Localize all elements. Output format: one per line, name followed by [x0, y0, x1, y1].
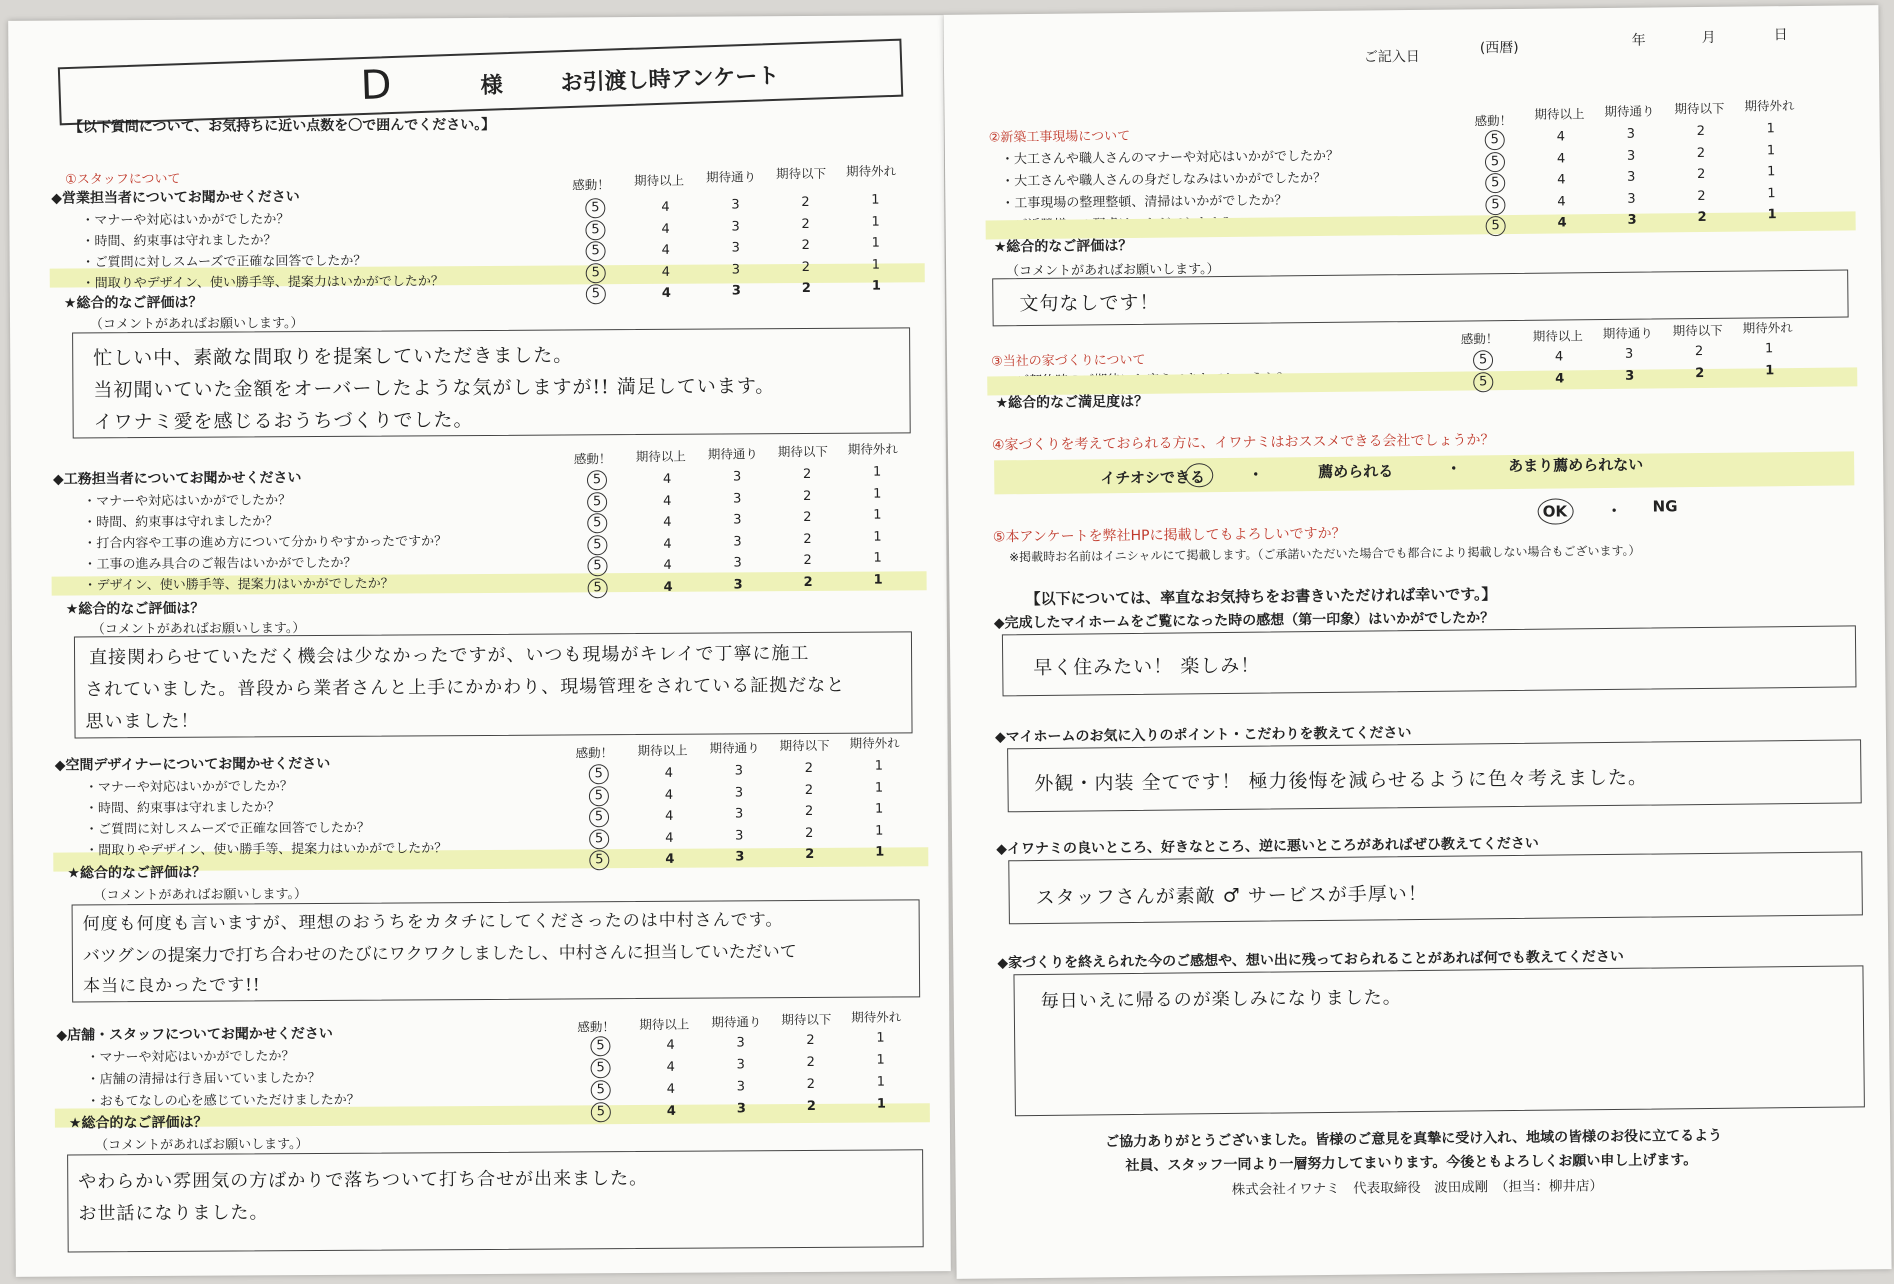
scale-header-4: 期待以上 — [634, 172, 685, 189]
rating-3[interactable]: 3 — [733, 555, 742, 571]
rating-2[interactable]: 2 — [1697, 209, 1707, 226]
rating-3[interactable]: 3 — [1626, 126, 1636, 142]
store-col-1 — [876, 1028, 886, 1116]
designer-q3: ・ご質問に対しスムーズで正確な回答でしたか？ — [85, 820, 370, 838]
scale-header-5: 感動！ — [577, 1019, 615, 1035]
free-intro: 【以下については、率直なお気持ちをお書きいただければ幸いです。】 — [1025, 585, 1497, 609]
rating-2[interactable]: 2 — [1694, 343, 1704, 360]
rating-1[interactable]: 1 — [874, 780, 884, 796]
house-col-1 — [1765, 338, 1775, 382]
store-q2: ・店舗の清掃は行き届いていましたか？ — [86, 1070, 321, 1088]
date-day[interactable]: 日 — [1773, 27, 1788, 44]
construction-col-1 — [873, 462, 883, 591]
sales-col-4 — [661, 197, 671, 305]
rating-3[interactable]: 3 — [732, 469, 742, 485]
free-q1: ◆完成したマイホームをご覧になった時の感想（第一印象）はいかがでしたか？ — [993, 610, 1495, 632]
store-col-3 — [736, 1032, 746, 1120]
rating-1[interactable]: 1 — [873, 572, 883, 588]
site-comment-box[interactable] — [992, 269, 1848, 326]
rating-circle[interactable]: 5 — [586, 263, 606, 283]
house-rating-5-col — [1473, 349, 1493, 393]
construction-q1: ・マナーや対応はいかがでしたか？ — [83, 493, 292, 510]
free-q2: ◆マイホームのお気に入りのポイント・こだわりを教えてください — [994, 725, 1412, 746]
handwritten-line: 本当に良かったです!! — [83, 975, 261, 997]
house-col-3 — [1625, 344, 1635, 388]
handwritten-line: 毎日いえに帰るのが楽しみになりました。 — [1040, 987, 1402, 1012]
scale-header-2: 期待以下 — [776, 165, 827, 182]
free-a2-box[interactable] — [1007, 739, 1862, 812]
rating-4[interactable]: 4 — [1555, 371, 1565, 387]
rating-1[interactable]: 1 — [873, 550, 882, 566]
rating-1[interactable]: 1 — [873, 529, 882, 545]
designer-q1: ・マナーや対応はいかがでしたか？ — [84, 779, 293, 796]
rating-1[interactable]: 1 — [874, 801, 884, 817]
rating-3[interactable]: 3 — [734, 784, 744, 800]
rating-circle[interactable]: 5 — [587, 492, 607, 512]
rating-4[interactable]: 4 — [1557, 172, 1566, 188]
rating-4[interactable]: 4 — [661, 221, 670, 237]
sales-q1: ・マナーや対応はいかがでしたか？ — [81, 212, 290, 229]
rating-3[interactable]: 3 — [1627, 212, 1637, 228]
rating-4[interactable]: 4 — [665, 851, 675, 867]
rating-circle[interactable]: 5 — [589, 850, 609, 870]
rating-2[interactable]: 2 — [805, 846, 815, 863]
site-q1: ・大工さんや職人さんのマナーや対応はいかがでしたか？ — [1000, 148, 1340, 168]
store-comment-box[interactable] — [67, 1149, 924, 1252]
rating-1[interactable]: 1 — [1766, 142, 1776, 158]
sales-col-1 — [871, 190, 881, 298]
rating-4[interactable]: 4 — [664, 765, 674, 781]
house-col-2 — [1695, 341, 1705, 385]
scale-header-3: 期待通り — [709, 740, 760, 756]
selection-circle — [1185, 463, 1213, 487]
scale-header-5: 感動！ — [572, 177, 610, 193]
site-col-2 — [1697, 121, 1707, 229]
section-4-heading: ④家づくりを考えておられる方に、イワナミはおススメできる会社でしょうか？ — [991, 432, 1495, 454]
store-q3: ・おもてなしの心を感じていただけましたか？ — [86, 1092, 360, 1110]
rating-2[interactable]: 2 — [1696, 123, 1706, 140]
handwritten-line: 早く住みたい！ 楽しみ！ — [1033, 654, 1261, 680]
scale-header-1: 期待外れ — [847, 441, 898, 457]
rating-2[interactable]: 2 — [803, 552, 812, 569]
rating-circle[interactable]: 5 — [591, 1102, 611, 1122]
scale-header-4: 期待以上 — [1532, 328, 1583, 344]
free-a1-box[interactable] — [1002, 625, 1857, 696]
sales-comment-box[interactable] — [72, 327, 911, 438]
rating-4[interactable]: 4 — [1556, 150, 1566, 167]
designer-q4: ・間取りやデザイン、使い勝手等、提案力はいかがでしたか？ — [85, 841, 448, 859]
free-q3: ◆イワナミの良いところ、好きなところ、逆に悪いところがあればぜひ教えてください — [996, 835, 1539, 858]
rating-3[interactable]: 3 — [736, 1057, 745, 1073]
rating-3[interactable]: 3 — [736, 1101, 746, 1117]
handwritten-line: 直接関わらせていただく機会は少なかったですが、いつも現場がキレイで丁寧に施工 — [89, 642, 810, 669]
rating-2[interactable]: 2 — [803, 488, 812, 504]
scale-header-3: 期待通り — [1602, 325, 1653, 342]
handwritten-line: 思いました！ — [85, 710, 200, 733]
rating-circle[interactable]: 5 — [586, 241, 606, 261]
section-5-heading: ⑤本アンケートを弊社HPに掲載してもよろしいですか？ — [992, 525, 1346, 546]
rating-circle[interactable]: 5 — [1485, 130, 1505, 150]
site-q3: ・工事現場の整理整頓、清掃はいかがでしたか？ — [1001, 193, 1288, 212]
sales-q4: ・間取りやデザイン、使い勝手等、提案力はいかがでしたか？ — [81, 274, 444, 292]
designer-comment-box[interactable] — [72, 899, 921, 1002]
scale-header-1: 期待外れ — [1744, 98, 1795, 114]
rating-1[interactable]: 1 — [873, 507, 882, 523]
rating-circle[interactable]: 5 — [587, 535, 607, 555]
rating-3[interactable]: 3 — [736, 1079, 746, 1095]
date-era: (西暦) — [1479, 39, 1519, 57]
rating-3[interactable]: 3 — [735, 849, 745, 865]
rating-circle[interactable]: 5 — [1486, 216, 1506, 236]
handwritten-line: バツグンの提案力で打ち合わせのたびにワクワクしましたし、中村さんに担当していただいて — [82, 942, 797, 967]
rating-circle[interactable]: 5 — [587, 556, 607, 576]
designer-overall: ★総合的なご評価は？ — [67, 864, 206, 882]
rating-circle[interactable]: 5 — [1485, 195, 1505, 215]
rating-1[interactable]: 1 — [875, 823, 884, 839]
rating-1[interactable]: 1 — [1767, 185, 1776, 201]
construction-comment-box[interactable] — [74, 631, 913, 738]
site-q2: ・大工さんや職人さんの身だしなみはいかがでしたか？ — [1001, 170, 1327, 190]
scale-header-5: 感動！ — [1474, 112, 1513, 129]
rating-1[interactable]: 1 — [873, 486, 882, 502]
sales-q3: ・ご質問に対しスムーズで正確な回答でしたか？ — [81, 253, 367, 271]
option-separator: ・ — [1446, 459, 1462, 478]
designer-col-4 — [665, 763, 675, 871]
scale-header-4: 期待以上 — [639, 1016, 690, 1033]
rating-2[interactable]: 2 — [804, 803, 814, 820]
rating-circle[interactable]: 5 — [1473, 372, 1493, 392]
store-comment-prompt: （コメントがあればお願いします。） — [95, 1137, 309, 1154]
scale-header-5: 感動！ — [1460, 331, 1499, 347]
rating-3[interactable]: 3 — [731, 283, 741, 299]
construction-col-4 — [663, 469, 673, 598]
rating-4[interactable]: 4 — [1557, 215, 1567, 231]
rating-1[interactable]: 1 — [1766, 121, 1776, 137]
date-month[interactable]: 月 — [1701, 29, 1716, 46]
hp-note: ※掲載時お名前はイニシャルにて掲載します。（ご承諾いただいた場合でも都合により掲載しない場合もございます。） — [1009, 543, 1641, 565]
customer-initial: D — [359, 62, 393, 110]
rating-1[interactable]: 1 — [1767, 164, 1776, 180]
sales-rating-5-col — [585, 197, 606, 305]
section-2-heading: ②新築工事現場について — [988, 128, 1131, 146]
rating-3[interactable]: 3 — [1625, 368, 1635, 384]
rating-3[interactable]: 3 — [731, 218, 740, 234]
site-comment-prompt: （コメントがあればお願いします。） — [1006, 262, 1220, 280]
recommend-option-3[interactable]: あまり薦められない — [1508, 455, 1644, 476]
rating-4[interactable]: 4 — [661, 285, 671, 301]
rating-3[interactable]: 3 — [734, 763, 744, 779]
site-rating-5-col — [1485, 129, 1506, 237]
rating-1[interactable]: 1 — [871, 278, 881, 294]
footer-line-1: ご協力ありがとうございました。皆様のご意見を真摯に受け入れ、地域の皆様のお役に立てるよう — [1105, 1127, 1723, 1151]
construction-comment-prompt: （コメントがあればお願いします。） — [91, 621, 306, 638]
designer-col-3 — [735, 760, 745, 868]
honorific: 様 — [480, 73, 504, 99]
recommend-option-2[interactable]: 薦められる — [1318, 462, 1394, 482]
title-box — [58, 39, 903, 126]
rating-2[interactable]: 2 — [1697, 188, 1706, 204]
rating-4[interactable]: 4 — [666, 1037, 675, 1053]
store-col-4 — [666, 1035, 676, 1123]
rating-4[interactable]: 4 — [1557, 193, 1566, 210]
store-overall: ★総合的なご評価は？ — [68, 1114, 208, 1132]
scale-header-2: 期待以下 — [777, 443, 828, 460]
rating-3[interactable]: 3 — [736, 1035, 745, 1051]
rating-2[interactable]: 2 — [801, 216, 810, 232]
scale-header-4: 期待以上 — [635, 448, 686, 465]
rating-circle[interactable]: 5 — [589, 786, 609, 806]
rating-1[interactable]: 1 — [871, 235, 880, 251]
sales-col-2 — [801, 192, 811, 300]
handwritten-line: 何度も何度も言いますが、理想のおうちをカタチにしてくださったのは中村さんです。 — [82, 910, 784, 935]
handwritten-line: やわらかい雰囲気の方ばかりで落ちついて打ち合せが出来ました。 — [78, 1167, 649, 1193]
rating-2[interactable]: 2 — [806, 1054, 815, 1071]
rating-4[interactable]: 4 — [663, 514, 672, 530]
rating-3[interactable]: 3 — [733, 512, 742, 528]
rating-4[interactable]: 4 — [663, 579, 673, 595]
rating-1[interactable]: 1 — [876, 1074, 885, 1090]
scale-header-2: 期待以下 — [1672, 322, 1723, 339]
rating-2[interactable]: 2 — [801, 259, 811, 275]
site-col-3 — [1627, 124, 1637, 232]
rating-circle[interactable]: 5 — [585, 220, 605, 240]
rating-3[interactable]: 3 — [731, 261, 741, 277]
designer-title: ◆空間デザイナーについてお聞かせください — [54, 755, 331, 774]
rating-2[interactable]: 2 — [803, 531, 812, 547]
scale-header-2: 期待以下 — [779, 737, 830, 754]
hp-ng-option[interactable]: NG — [1652, 497, 1678, 516]
rating-3[interactable]: 3 — [733, 576, 743, 592]
footer-line-2: 社員、スタッフ一同より一層努力してまいります。今後ともよろしくお願い申し上げます。 — [1125, 1152, 1698, 1175]
rating-circle[interactable]: 5 — [1485, 152, 1505, 172]
rating-4[interactable]: 4 — [663, 557, 672, 573]
house-col-4 — [1555, 346, 1565, 390]
rating-3[interactable]: 3 — [735, 827, 744, 843]
rating-2[interactable]: 2 — [803, 509, 812, 526]
rating-circle[interactable]: 5 — [590, 1036, 610, 1056]
scale-header-2: 期待以下 — [1674, 100, 1725, 117]
rating-1[interactable]: 1 — [874, 758, 884, 774]
sales-comment-prompt: （コメントがあればお願いします。） — [89, 316, 304, 333]
rating-4[interactable]: 4 — [663, 536, 672, 552]
rating-circle[interactable]: 5 — [585, 198, 605, 218]
section-1-heading: ①スタッフについて — [65, 171, 181, 188]
scale-header-5: 感動！ — [573, 451, 612, 467]
rating-1[interactable]: 1 — [1767, 207, 1777, 223]
construction-q3: ・打合内容や工事の進め方について分かりやすかったですか？ — [83, 534, 448, 552]
rating-1[interactable]: 1 — [871, 257, 881, 273]
free-a4-box[interactable] — [1013, 965, 1864, 1116]
rating-2[interactable]: 2 — [801, 280, 811, 297]
rating-3[interactable]: 3 — [734, 806, 744, 822]
rating-4[interactable]: 4 — [662, 471, 672, 487]
designer-rating-5-col — [589, 763, 610, 871]
handwritten-line: されていました。普段から業者さんと上手にかかわり、現場管理をされている証拠だなと — [85, 674, 846, 701]
rating-2[interactable]: 2 — [805, 825, 814, 841]
rating-circle[interactable]: 5 — [591, 1080, 611, 1100]
rating-2[interactable]: 2 — [806, 1032, 815, 1049]
designer-col-2 — [805, 758, 815, 866]
rating-circle[interactable]: 5 — [1473, 350, 1493, 370]
rating-4[interactable]: 4 — [1556, 129, 1566, 145]
rating-4[interactable]: 4 — [666, 1059, 675, 1075]
rating-circle[interactable]: 5 — [589, 764, 609, 784]
free-q4: ◆家づくりを終えられた今のご感想や、想い出に残っておられることがあれば何でも教えてください — [997, 948, 1624, 972]
page-title: お引渡し時アンケート — [560, 63, 780, 97]
handwritten-line: イワナミ愛を感じるおうちづくりでした。 — [93, 409, 474, 434]
rating-circle[interactable]: 5 — [589, 807, 609, 827]
handwritten-line: 文句なしです！ — [1019, 291, 1160, 316]
rating-4[interactable]: 4 — [1554, 349, 1564, 365]
rating-4[interactable]: 4 — [661, 199, 670, 215]
rating-2[interactable]: 2 — [1697, 166, 1706, 183]
rating-3[interactable]: 3 — [733, 490, 742, 506]
selection-circle — [1538, 498, 1574, 524]
rating-2[interactable]: 2 — [1696, 145, 1706, 161]
handwritten-line: 忙しい中、素敵な間取りを提案していただきました。 — [93, 344, 574, 370]
rating-3[interactable]: 3 — [1626, 148, 1636, 164]
rating-circle[interactable]: 5 — [1485, 173, 1505, 193]
option-separator: ・ — [1606, 501, 1622, 521]
construction-q4: ・工事の進み具合のご報告はいかがでしたか？ — [83, 555, 357, 573]
rating-3[interactable]: 3 — [731, 197, 740, 213]
rating-4[interactable]: 4 — [666, 1103, 676, 1119]
rating-3[interactable]: 3 — [733, 533, 742, 549]
rating-2[interactable]: 2 — [801, 194, 810, 211]
sales-title: ◆営業担当者についてお聞かせください — [51, 189, 300, 207]
sales-col-3 — [731, 194, 741, 302]
designer-q2: ・時間、約束事は守れましたか？ — [84, 800, 281, 817]
rating-4[interactable]: 4 — [666, 1081, 676, 1097]
construction-q5: ・デザイン、使い勝手等、提案力はいかがでしたか？ — [83, 576, 394, 594]
rating-circle[interactable]: 5 — [586, 284, 606, 304]
scale-header-1: 期待外れ — [849, 735, 900, 751]
house-overall: ★総合的なご満足度は？ — [995, 393, 1149, 412]
rating-circle[interactable]: 5 — [587, 513, 607, 533]
rating-2[interactable]: 2 — [802, 466, 812, 483]
rating-2[interactable]: 2 — [1695, 365, 1705, 382]
store-rating-5-col — [590, 1035, 611, 1123]
handwritten-line: お世話になりました。 — [78, 1202, 269, 1225]
rating-4[interactable]: 4 — [661, 264, 671, 280]
recommend-option-1[interactable]: イチオシできる — [1100, 468, 1206, 488]
handwritten-line: スタッフさんが素敵 ♂ サービスが手厚い！ — [1035, 882, 1428, 910]
store-q1: ・マナーや対応はいかがでしたか？ — [86, 1049, 295, 1066]
handwritten-line: 外観・内装 全てです！ 極力後悔を減らせるように色々考えました。 — [1034, 766, 1649, 796]
construction-rating-5-col — [587, 469, 608, 598]
section-3-heading: ③当社の家づくりについて — [990, 352, 1146, 370]
designer-col-1 — [875, 756, 885, 864]
scale-header-4: 期待以上 — [1534, 106, 1585, 122]
designer-comment-prompt: （コメントがあればお願いします。） — [93, 887, 308, 904]
construction-overall: ★総合的なご評価は？ — [65, 600, 205, 618]
rating-2[interactable]: 2 — [801, 237, 810, 254]
rating-2[interactable]: 2 — [806, 1076, 816, 1093]
rating-1[interactable]: 1 — [876, 1030, 885, 1046]
scale-header-2: 期待以下 — [781, 1011, 832, 1028]
rating-circle[interactable]: 5 — [591, 1058, 611, 1078]
right-page — [943, 5, 1891, 1279]
rating-circle[interactable]: 5 — [588, 578, 608, 598]
rating-1[interactable]: 1 — [1764, 341, 1774, 357]
scale-header-1: 期待外れ — [851, 1009, 902, 1025]
construction-title: ◆工務担当者についてお聞かせください — [52, 470, 302, 488]
free-a3-box[interactable] — [1008, 851, 1863, 924]
rating-4[interactable]: 4 — [664, 808, 674, 824]
rating-1[interactable]: 1 — [875, 844, 885, 860]
rating-circle[interactable]: 5 — [587, 470, 607, 490]
rating-1[interactable]: 1 — [871, 192, 880, 208]
scale-header-3: 期待通り — [711, 1014, 762, 1030]
scale-header-3: 期待通り — [707, 446, 758, 462]
rating-2[interactable]: 2 — [803, 574, 813, 590]
footer-company: 株式会社イワナミ 代表取締役 波田成剛 （担当：柳井店） — [1231, 1178, 1604, 1198]
rating-2[interactable]: 2 — [804, 760, 814, 777]
date-year[interactable]: 年 — [1631, 32, 1646, 49]
rating-1[interactable]: 1 — [876, 1096, 886, 1112]
rating-1[interactable]: 1 — [876, 1052, 885, 1068]
rating-4[interactable]: 4 — [664, 787, 674, 803]
rating-4[interactable]: 4 — [661, 242, 670, 258]
scale-header-1: 期待外れ — [846, 163, 897, 179]
rating-3[interactable]: 3 — [731, 240, 740, 256]
store-col-2 — [806, 1030, 816, 1118]
rating-3[interactable]: 3 — [1624, 346, 1634, 362]
construction-col-3 — [733, 466, 743, 595]
rating-3[interactable]: 3 — [1627, 191, 1636, 207]
scale-header-3: 期待通り — [706, 169, 757, 185]
rating-circle[interactable]: 5 — [589, 829, 609, 849]
scale-header-1: 期待外れ — [1742, 320, 1793, 336]
hp-ok-option[interactable]: OK — [1542, 502, 1568, 521]
rating-1[interactable]: 1 — [872, 464, 882, 480]
sales-q2: ・時間、約束事は守れましたか？ — [81, 233, 277, 250]
rating-2[interactable]: 2 — [804, 782, 814, 798]
scale-header-3: 期待通り — [1604, 103, 1655, 120]
site-overall: ★総合的なご評価は？ — [993, 237, 1133, 256]
handwritten-line: 当初聞いていた金額をオーバーしたような気がしますが!! 満足しています。 — [93, 375, 776, 402]
rating-4[interactable]: 4 — [665, 830, 674, 846]
rating-2[interactable]: 2 — [806, 1098, 816, 1115]
construction-col-2 — [803, 464, 813, 593]
option-separator: ・ — [1248, 465, 1264, 484]
store-title: ◆店舗・スタッフについてお聞かせください — [56, 1025, 333, 1044]
scale-header-4: 期待以上 — [637, 742, 688, 759]
rating-1[interactable]: 1 — [871, 214, 880, 230]
date-label: ご記入日 — [1363, 48, 1420, 66]
site-col-1 — [1767, 118, 1777, 226]
rating-1[interactable]: 1 — [1765, 363, 1775, 379]
construction-q2: ・時間、約束事は守れましたか？ — [83, 514, 279, 531]
instruction: 【以下質問について、お気持ちに近い点数を〇で囲んでください。】 — [68, 116, 496, 136]
left-page — [8, 15, 951, 1277]
scale-header-5: 感動！ — [575, 745, 614, 761]
sales-overall: ★総合的なご評価は？ — [63, 294, 203, 312]
site-col-4 — [1557, 126, 1567, 234]
rating-4[interactable]: 4 — [663, 493, 672, 509]
rating-3[interactable]: 3 — [1627, 169, 1636, 185]
